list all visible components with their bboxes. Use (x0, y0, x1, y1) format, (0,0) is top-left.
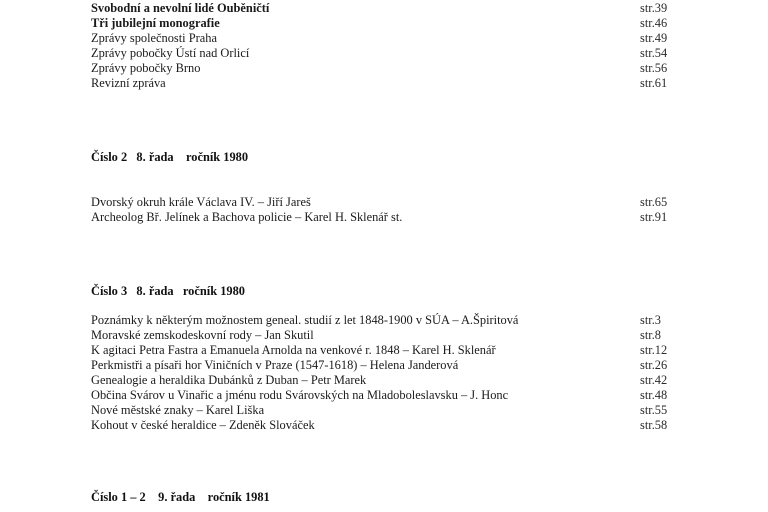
entry-title: Kohout v české heraldice – Zdeněk Slováček (91, 418, 315, 432)
toc-entry (91, 313, 711, 328)
entry-page: str.65 (640, 195, 668, 209)
toc-entry (91, 373, 711, 388)
toc-entry (91, 61, 711, 76)
section-heading: Číslo 1 – 2 9. řada ročník 1981 (91, 490, 270, 504)
entry-page: str.39 (640, 1, 668, 15)
toc-entry (91, 16, 711, 31)
entry-title: Moravské zemskodeskovní rody – Jan Skutil (91, 328, 314, 342)
section-heading: Číslo 2 8. řada ročník 1980 (91, 150, 249, 164)
entry-page: str.42 (640, 373, 668, 387)
toc-entry (91, 358, 711, 373)
entry-page: str.61 (640, 76, 668, 90)
entry-title: Svobodní a nevolní lidé Ouběničtí (91, 1, 270, 15)
toc-entry (91, 210, 711, 225)
entry-title: Poznámky k některým možnostem geneal. studií z let 1848-1900 v SÚA – A.Špiritová (91, 313, 519, 327)
toc-entry (91, 46, 711, 61)
entry-title: Nové městské znaky – Karel Liška (91, 403, 265, 417)
entry-title: Dvorský okruh krále Václava IV. – Jiří Jareš (91, 195, 311, 209)
entry-title: Archeolog Bř. Jelínek a Bachova policie – Karel H. Sklenář st. (91, 210, 403, 224)
entry-title: Genealogie a heraldika Dubánků z Duban – Petr Marek (91, 373, 367, 387)
entry-page: str.58 (640, 418, 668, 432)
toc-entry (91, 76, 711, 91)
entry-page: str.54 (640, 46, 668, 60)
entry-page: str.56 (640, 61, 668, 75)
entry-page: str.46 (640, 16, 668, 30)
section-heading: Číslo 3 8. řada ročník 1980 (91, 284, 245, 298)
entry-title: Občina Svárov u Vinařic a jménu rodu Svárovských na Mladoboleslavsku – J. Honc (91, 388, 509, 402)
entry-title: Zprávy pobočky Ústí nad Orlicí (91, 46, 250, 60)
entry-title: Zprávy pobočky Brno (91, 61, 201, 75)
toc-entry (91, 31, 711, 46)
entry-page: str.48 (640, 388, 668, 402)
entry-page: str.49 (640, 31, 668, 45)
entry-page: str.3 (640, 313, 661, 327)
entry-title: Perkmistři a písaři hor Viničních v Praze (1547-1618) – Helena Janderová (91, 358, 459, 372)
entry-title: Revizní zpráva (91, 76, 166, 90)
toc-entry (91, 418, 711, 433)
toc-entry (91, 1, 711, 16)
toc-entry (91, 195, 711, 210)
entry-page: str.55 (640, 403, 668, 417)
toc-entry (91, 343, 711, 358)
entry-title: Zprávy společnosti Praha (91, 31, 217, 45)
entry-title: Tři jubilejní monografie (91, 16, 220, 30)
toc-entry (91, 328, 711, 343)
entry-page: str.91 (640, 210, 668, 224)
entry-page: str.26 (640, 358, 668, 372)
toc-entry (91, 388, 711, 403)
toc-entry (91, 403, 711, 418)
entry-title: K agitaci Petra Fastra a Emanuela Arnolda na venkové r. 1848 – Karel H. Sklenář (91, 343, 496, 357)
entry-page: str.12 (640, 343, 668, 357)
entry-page: str.8 (640, 328, 661, 342)
